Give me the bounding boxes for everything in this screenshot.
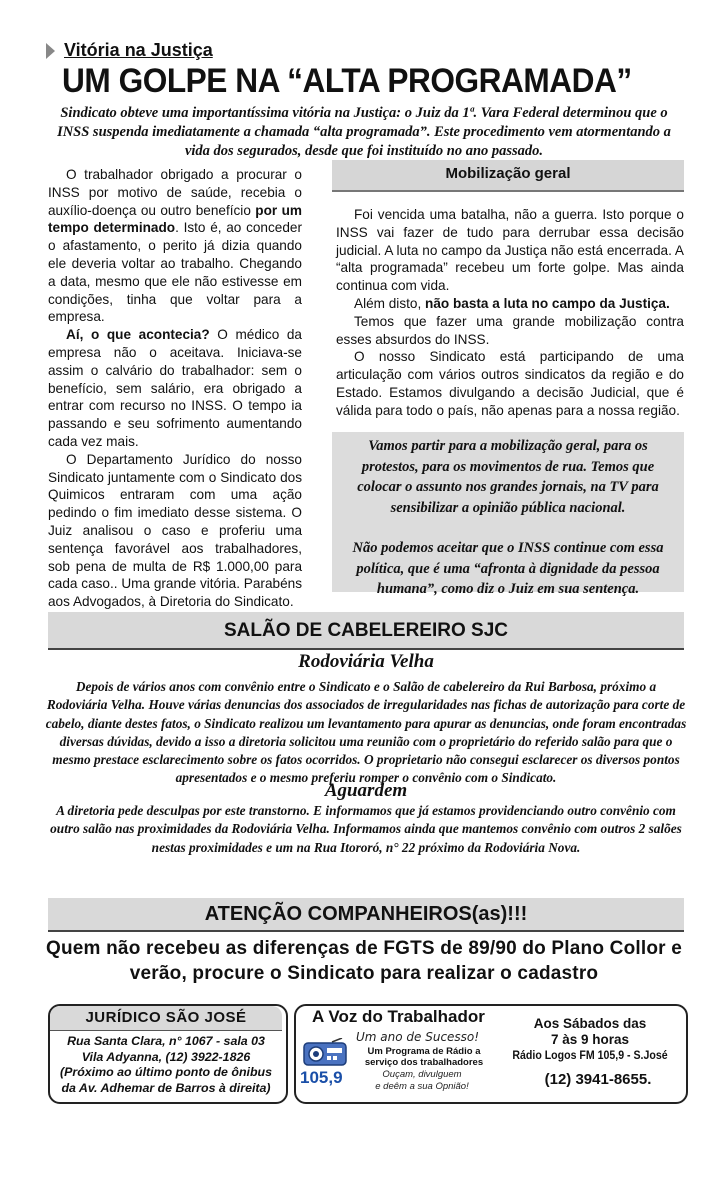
radio-invite: Ouçam, divulguem e deêm a sua Opnião!	[375, 1069, 469, 1092]
attention-body: Quem não recebeu as diferenças de FGTS de 89/90 do Plano Collor e verão, procure o Sindicato para realizar o cadastro	[46, 938, 682, 984]
article-paragraph: Além disto, não basta a luta no campo da Justiça.	[354, 295, 670, 311]
emphasis: por um tempo determinado	[48, 202, 302, 236]
radio-schedule: Aos Sábados das 7 às 9 horas Rádio Logos FM 105,9 - S.José	[512, 1016, 668, 1062]
juridico-address: Rua Santa Clara, n° 1067 - sala 03 Vila Adyanna, (12) 3922-1826 (Próximo ao último ponto de ônibus da Av. Adhemar de Barros à direita)	[59, 1034, 272, 1095]
callout-text	[344, 436, 672, 600]
emphasis: Aí, o que acontecia?	[66, 327, 210, 343]
radio-slogan: Um ano de Sucesso!	[356, 1030, 480, 1044]
juridico-title: JURÍDICO SÃO JOSÉ	[50, 1006, 282, 1031]
salon-body: Depois de vários anos com convênio entre o Sindicato e o Salão de cabelereiro da Rui Barbosa, próximo a Rodoviária Velha. Houve várias denuncias dos associados de irregularidades nas fichas de autorização para corte de cabelo, diante destes fatos, o Sindicato realizou um levantamento para apurar as denuncias, onde foram encontradas diversas dúvidas, devido a isso a diretoria solicitou uma reunião com o proprietário do referido salão para que o mesmo prestace esclarecimento sobre os fatos ocorridos. O proprietario não consegui esclarecer os diversos pontos apresentados e o mesmo preferiu romper o convênio com o Sindicato.	[45, 679, 687, 786]
salon-heading: SALÃO DE CABELEREIRO SJC	[48, 612, 684, 650]
article-paragraph: Temos que fazer uma grande mobilização contra esses absurdos do INSS.	[336, 313, 684, 347]
article-kicker: Vitória na Justiça	[64, 40, 213, 60]
radio-phone: (12) 3941-8655.	[544, 1071, 652, 1088]
bullet-arrow-icon	[46, 43, 55, 59]
radio-title: A Voz do Trabalhador	[312, 1007, 485, 1026]
mobilization-column	[336, 206, 684, 420]
radio-frequency: 105,9	[300, 1068, 343, 1087]
radio-icon	[302, 1038, 348, 1066]
article-headline: UM GOLPE NA “ALTA PROGRAMADA”	[62, 62, 632, 100]
article-paragraph: Foi vencida uma batalha, não a guerra. Isto porque o INSS vai fazer de tudo para derrubar essa decisão judicial. A luta no campo da Justiça não está encerrada. A “alta programada” recebeu um forte golpe. Mas ainda continua com vida.	[336, 207, 684, 294]
salon-subheading: Rodoviária Velha	[298, 651, 434, 672]
attention-heading: ATENÇÃO COMPANHEIROS(as)!!!	[48, 898, 684, 932]
article-paragraph: O Departamento Jurídico do nosso Sindicato juntamente com o Sindicato dos Quimicos entraram com uma ação pedindo o fim imediato desse sistema. O Juiz analisou o caso e proferiu uma sentença favorável aos trabalhadores, sob pena de multa de R$ 1.000,00 para cada caso.. Uma grande vitória. Parabéns aos Advogados, à Diretoria do Sindicato.	[48, 451, 302, 610]
salon-subheading: Aguardem	[324, 780, 408, 801]
article-paragraph: Aí, o que acontecia? O médico da empresa não o aceitava. Iniciava-se assim o calvário do trabalhador: sem o benefício, sem salário, era obrigado a entrar com recurso no INSS. O tempo ia passando e seu sofrimento aumentando cada vez mais.	[48, 327, 302, 449]
callout-paragraph: Vamos partir para a mobilização geral, para os protestos, para os movimentos de rua. Temos que colocar o assunto nos grandes jornais, na TV para sensibilizar a opinião pública nacional.	[357, 438, 659, 516]
article-paragraph: O trabalhador obrigado a procurar o INSS por motivo de saúde, recebia o auxílio-doença ou outro benefício por um tempo determinado. Isto é, ao conceder o afastamento, o perito já dizia quando ele deveria voltar ao trabalho. Chegando a data, mesmo que ele não estivesse em condições, tinha que voltar para a empresa.	[48, 167, 302, 325]
article-left-column	[48, 166, 302, 611]
mobilization-heading: Mobilização geral	[332, 160, 684, 192]
article-paragraph: O nosso Sindicato está participando de uma articulação com vários outros sindicatos da região e do Estado. Estamos divulgando a decisão Judicial, que é válida para todo o país, não apenas para a nossa região.	[336, 349, 684, 418]
radio-program: Um Programa de Rádio a serviço dos trabalhadores	[364, 1046, 484, 1068]
emphasis: não basta a luta no campo da Justiça.	[425, 295, 670, 311]
callout-paragraph: Não podemos aceitar que o INSS continue com essa política, que é uma “afronta à dignidade da pessoa humana”, como diz o Juiz em sua sentença.	[352, 540, 664, 597]
salon-body: A diretoria pede desculpas por este transtorno. E informamos que já estamos providenciando outro convênio com outro salão nas proximidades da Rodoviária Velha. Informamos ainda que mantemos convênio com outros 2 salões nestas proximidades e um na Rua Itororó, n° 22 próximo da Rodoviária Nova.	[50, 803, 682, 855]
article-lead: Sindicato obteve uma importantíssima vitória na Justiça: o Juiz da 1ª. Vara Federal determinou que o INSS suspenda imediatamente a chamada “alta programada”. Este procedimento vem atormentando a vida dos segurados, desde que foi instituído no ano passado.	[57, 105, 671, 159]
